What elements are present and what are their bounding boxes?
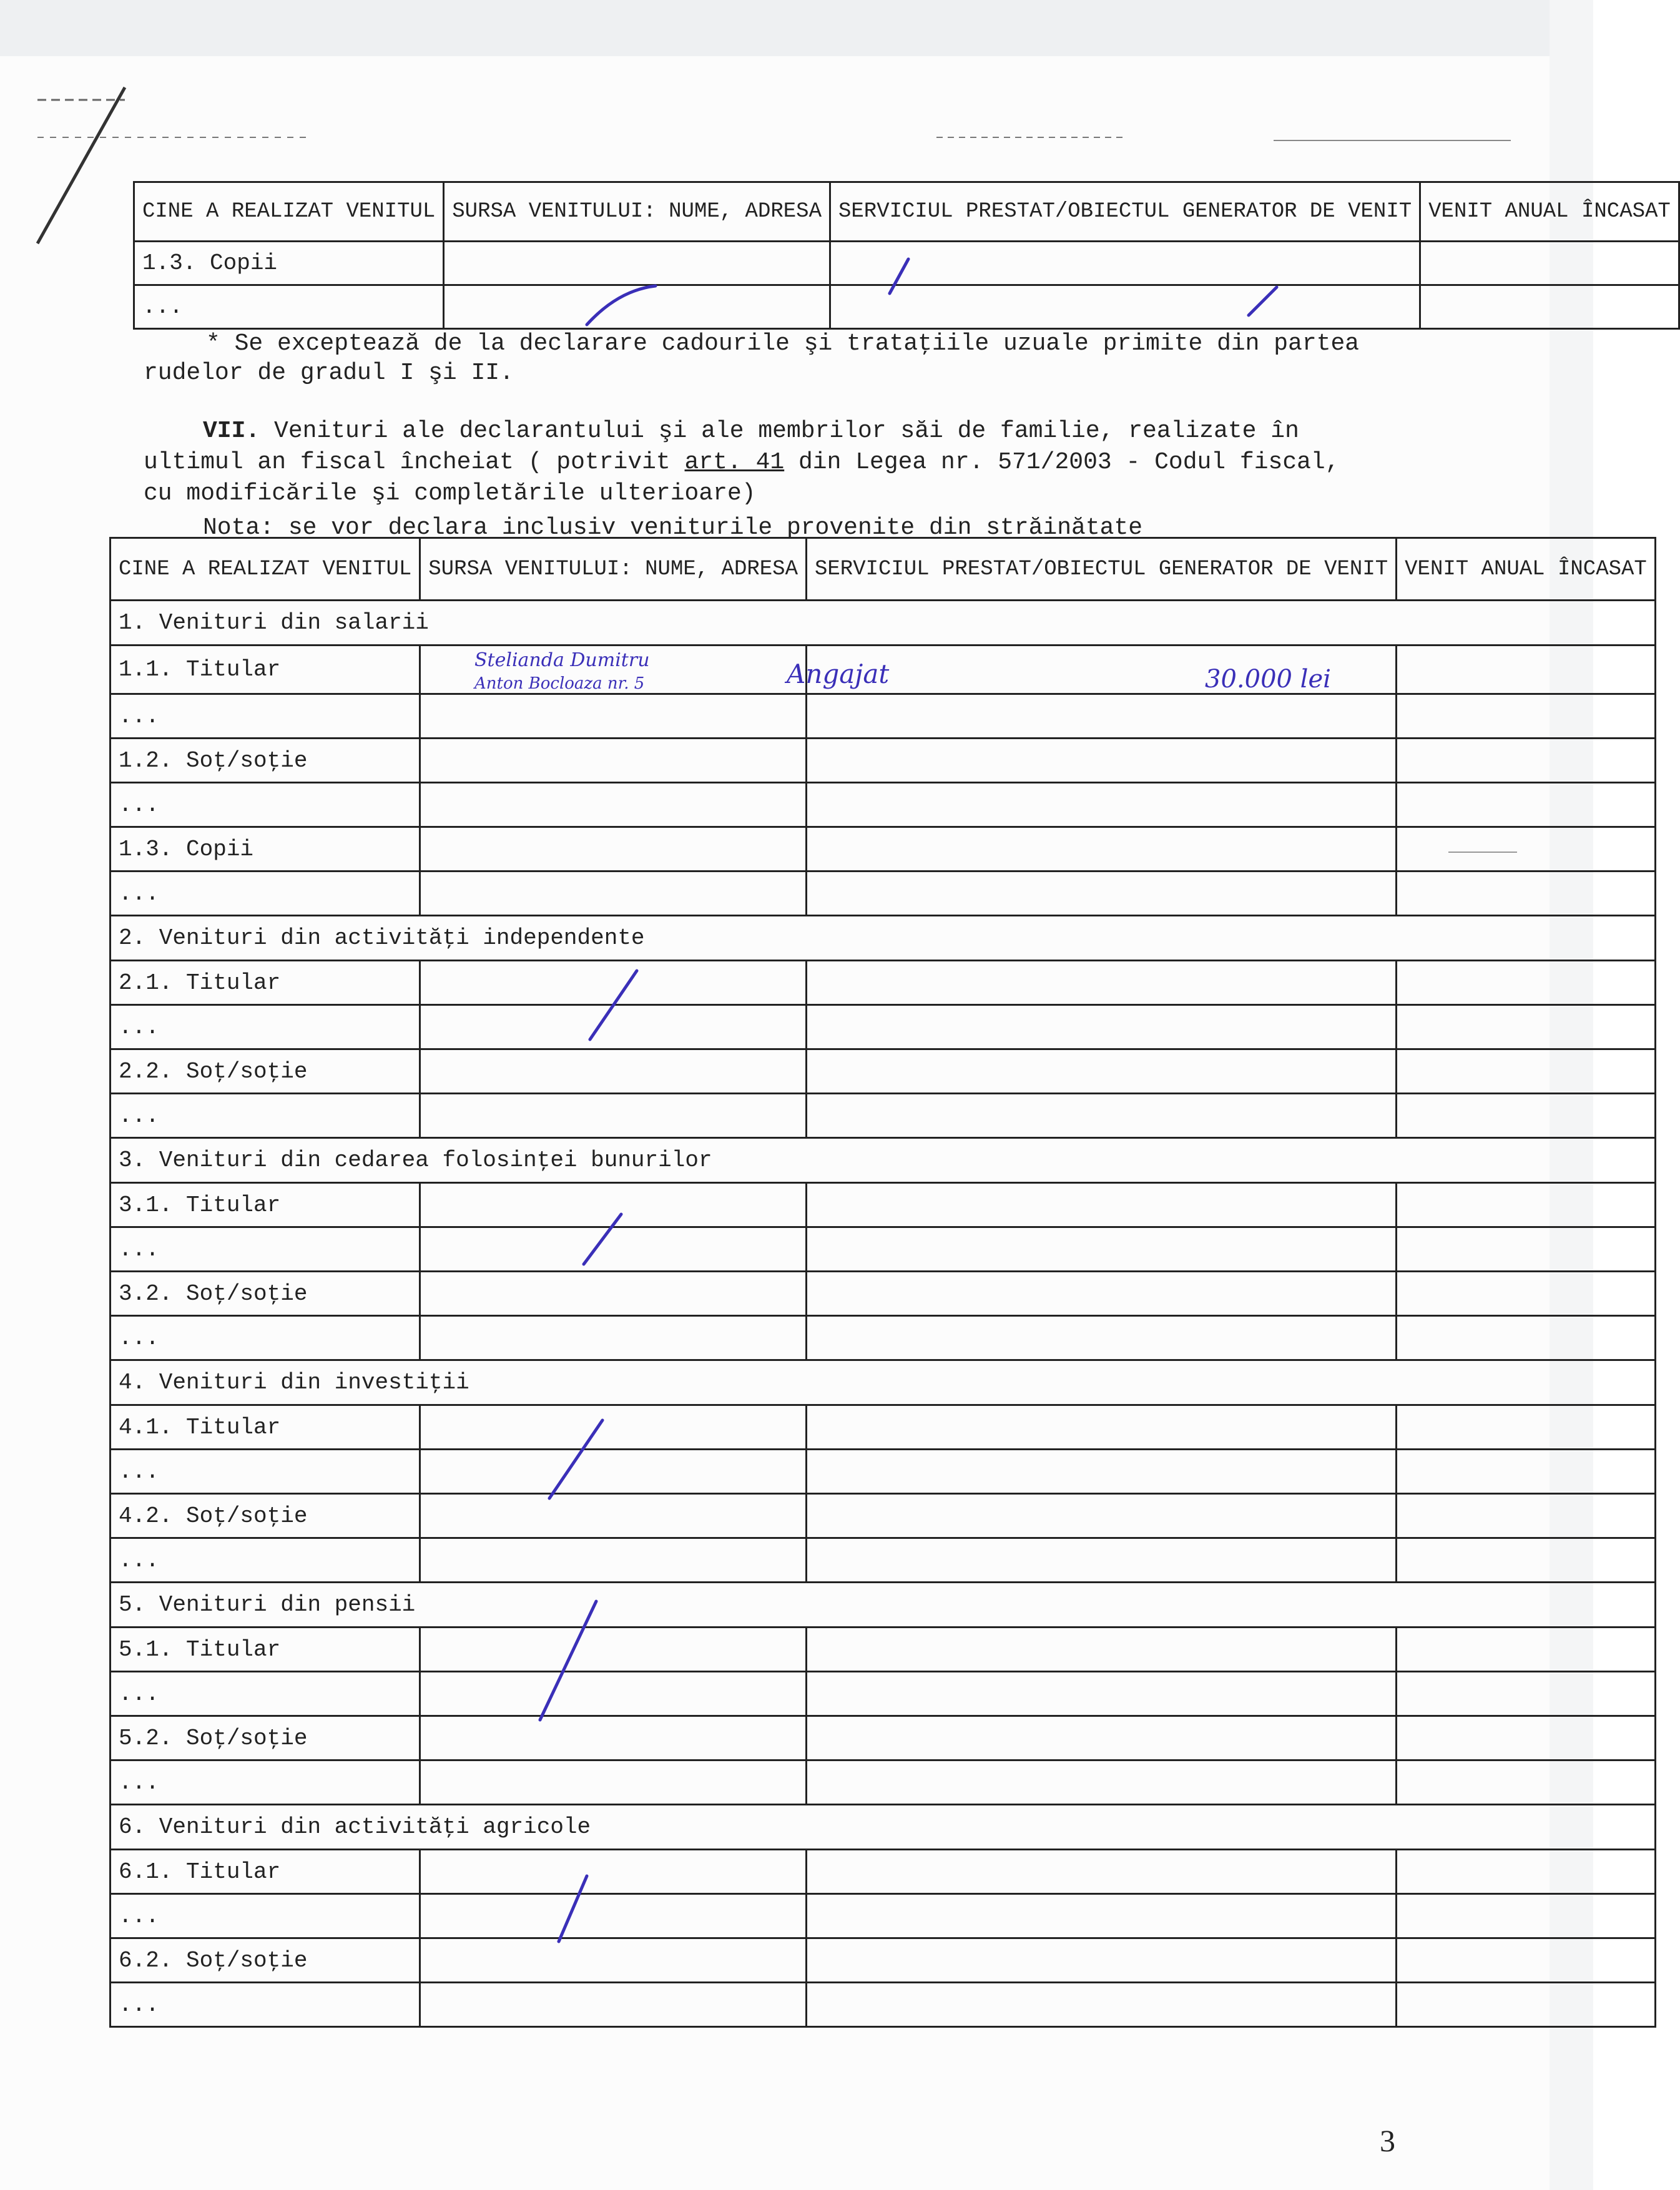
- header-who: CINE A REALIZAT VENITUL: [134, 182, 444, 242]
- section-vii-line3: cu modificările şi completările ulterioare): [144, 480, 756, 507]
- handwritten-source-line1: Stelianda Dumitru: [474, 649, 650, 671]
- row-label: ...: [111, 872, 420, 916]
- strike-mark: [890, 259, 908, 293]
- row-label: 2.2. Soţ/soţie: [111, 1049, 420, 1094]
- row-label: ...: [111, 1538, 420, 1583]
- strike-mark: [584, 1214, 621, 1264]
- row-label: ...: [111, 1094, 420, 1138]
- header-source: SURSA VENITULUI: NUME, ADRESA: [420, 538, 807, 601]
- section-vii-text: Venituri ale declarantului şi ale membrilor săi de familie, realizate în: [260, 418, 1299, 444]
- header-who: CINE A REALIZAT VENITUL: [111, 538, 420, 601]
- section-numeral: VII.: [203, 418, 260, 444]
- header-service: SERVICIUL PRESTAT/OBIECTUL GENERATOR DE VENIT: [806, 538, 1396, 601]
- row-label: ...: [111, 1760, 420, 1805]
- section-title: 5. Venituri din pensii: [111, 1583, 1656, 1628]
- section-title: 3. Venituri din cedarea folosinţei bunurilor: [111, 1138, 1656, 1183]
- strike-mark: [549, 1420, 602, 1498]
- handwritten-source-line2: Anton Bocloaza nr. 5: [474, 674, 645, 693]
- row-label: 5.2. Soţ/soţie: [111, 1716, 420, 1760]
- row-label: 4.2. Soţ/soţie: [111, 1494, 420, 1538]
- header-source: SURSA VENITULUI: NUME, ADRESA: [444, 182, 830, 242]
- row-label: 3.1. Titular: [111, 1183, 420, 1227]
- row-label: ...: [111, 1227, 420, 1272]
- section-vii-text: ultimul an fiscal încheiat ( potrivit: [144, 449, 685, 476]
- row-label: 2.1. Titular: [111, 961, 420, 1005]
- row-label: 4.1. Titular: [111, 1405, 420, 1450]
- strike-mark: [587, 286, 656, 325]
- row-label: 6.1. Titular: [111, 1850, 420, 1894]
- row-label: ...: [111, 1316, 420, 1360]
- section-title: 4. Venituri din investiţii: [111, 1360, 1656, 1405]
- section-title: 6. Venituri din activităţi agricole: [111, 1805, 1656, 1850]
- row-label: ...: [111, 783, 420, 827]
- section-vii-text: din Legea nr. 571/2003 - Codul fiscal,: [784, 449, 1340, 476]
- header-annual: VENIT ANUAL ÎNCASAT: [1397, 538, 1656, 601]
- section-title: 2. Venituri din activităţi independente: [111, 916, 1656, 961]
- row-label: ...: [111, 694, 420, 739]
- row-label: 1.1. Titular: [111, 646, 420, 694]
- strike-mark: [540, 1601, 596, 1720]
- row-label: 5.1. Titular: [111, 1628, 420, 1672]
- header-service: SERVICIUL PRESTAT/OBIECTUL GENERATOR DE VENIT: [830, 182, 1420, 242]
- row-label: ...: [111, 1672, 420, 1716]
- row-label: ...: [111, 1894, 420, 1938]
- strike-mark: [590, 971, 637, 1039]
- header-annual: VENIT ANUAL ÎNCASAT: [1420, 182, 1679, 242]
- row-label: ...: [111, 1983, 420, 2027]
- nota-line: Nota: se vor declara inclusiv veniturile provenite din străinătate: [203, 514, 1143, 541]
- row-label: 3.2. Soţ/soţie: [111, 1272, 420, 1316]
- row-label: ...: [111, 1450, 420, 1494]
- footnote-line2: rudelor de gradul I şi II.: [144, 360, 514, 386]
- handwritten-annual: 30.000 lei: [1205, 665, 1331, 694]
- page-number: 3: [1380, 2123, 1395, 2158]
- row-label: 6.2. Soţ/soţie: [111, 1938, 420, 1983]
- section-title: 1. Venituri din salarii: [111, 601, 1656, 646]
- strike-mark: [1249, 287, 1277, 315]
- strike-mark: [559, 1876, 587, 1942]
- row-label: 1.2. Soţ/soţie: [111, 739, 420, 783]
- footnote-line1: * Se exceptează de la declarare cadourile şi trataţiile uzuale primite din partea: [206, 330, 1360, 357]
- handwritten-service: Angajat: [787, 659, 890, 689]
- article-reference: art. 41: [684, 449, 785, 476]
- row-label: ...: [111, 1005, 420, 1049]
- row-label: ...: [134, 285, 444, 329]
- row-label: 1.3. Copii: [111, 827, 420, 872]
- row-label: 1.3. Copii: [134, 242, 444, 285]
